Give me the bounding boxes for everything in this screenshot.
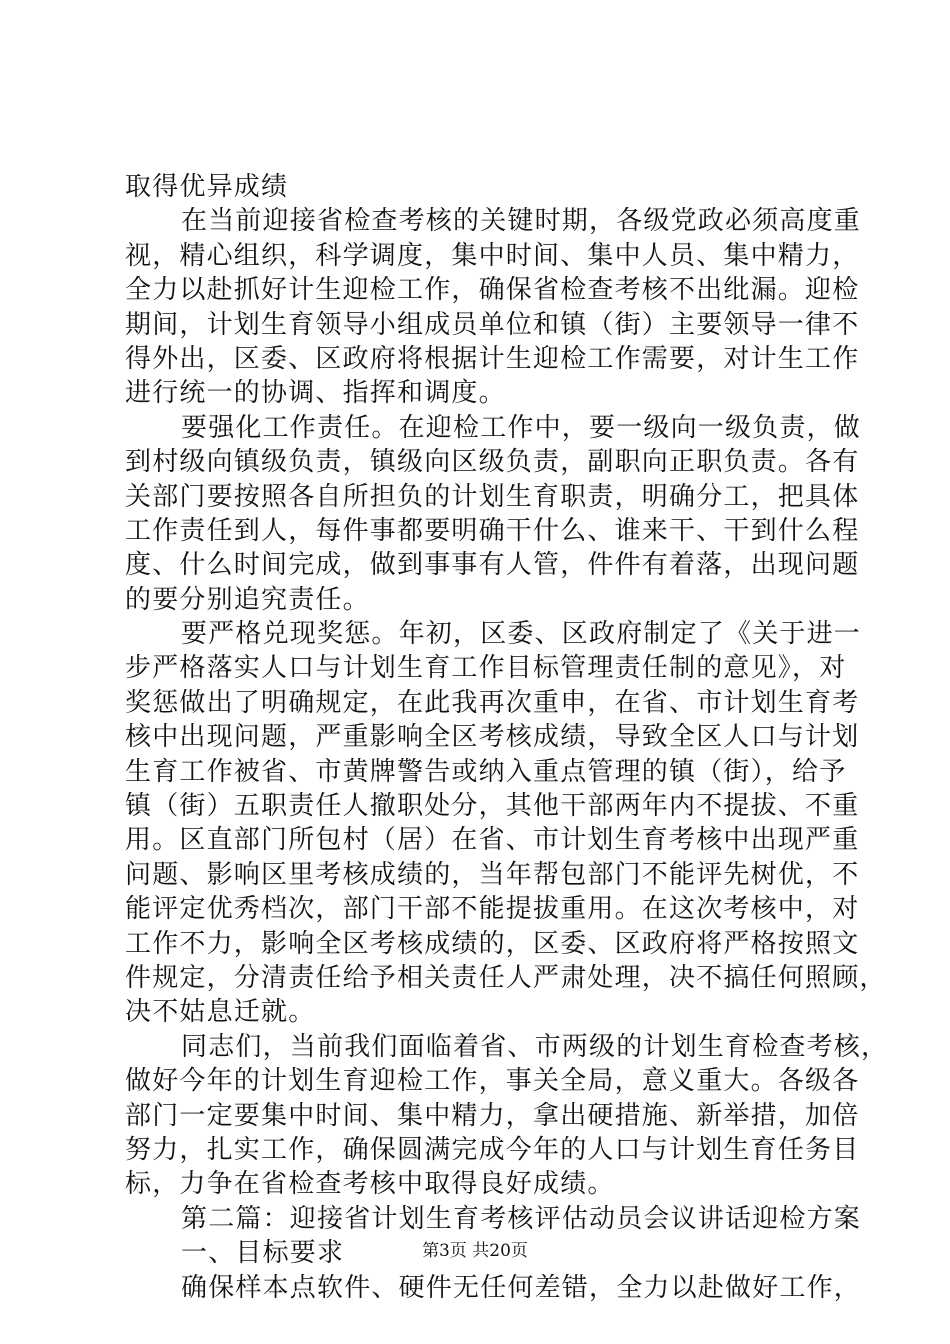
document-body (125, 170, 889, 1305)
text-line: 全力以赴抓好计生迎检工作，确保省检查考核不出纰漏。迎检 (125, 275, 860, 306)
text-line: 确保样本点软件、硬件无任何差错，全力以赴做好工作， (181, 1272, 862, 1303)
text-line: 用。区直部门所包村（居）在省、市计划生育考核中出现严重 (125, 825, 860, 856)
text-line: 决不姑息迁就。 (125, 997, 316, 1028)
text-line: 努力，扎实工作，确保圆满完成今年的人口与计划生育任务目 (125, 1134, 860, 1165)
text-line: 在当前迎接省检查考核的关键时期，各级党政必须高度重 (181, 206, 862, 237)
text-line: 件规定，分清责任给予相关责任人严肃处理，决不搞任何照顾， (125, 962, 887, 993)
text-line: 到村级向镇级负责，镇级向区级负责，副职向正职负责。各有 (125, 447, 860, 478)
text-line: 核中出现问题，严重影响全区考核成绩，导致全区人口与计划 (125, 722, 860, 753)
text-line: 问题、影响区里考核成绩的，当年帮包部门不能评先树优，不 (125, 859, 860, 890)
text-line: 奖惩做出了明确规定，在此我再次重申，在省、市计划生育考 (125, 687, 860, 718)
text-line: 工作不力，影响全区考核成绩的，区委、区政府将严格按照文 (125, 928, 860, 959)
text-line: 得外出，区委、区政府将根据计生迎检工作需要，对计生工作 (125, 343, 860, 374)
text-line: 同志们，当前我们面临着省、市两级的计划生育检查考核， (181, 1031, 889, 1062)
text-line: 关部门要按照各自所担负的计划生育职责，明确分工，把具体 (125, 481, 860, 512)
text-line: 生育工作被省、市黄牌警告或纳入重点管理的镇（街），给予 (125, 756, 847, 787)
text-line: 取得优异成绩 (125, 172, 289, 202)
text-line: 要严格兑现奖惩。年初，区委、区政府制定了《关于进一 (181, 619, 862, 650)
text-line: 度、什么时间完成，做到事事有人管，件件有着落，出现问题 (125, 550, 860, 581)
text-line: 步严格落实人口与计划生育工作目标管理责任制的意见》，对 (125, 653, 847, 684)
text-line: 镇（街）五职责任人撤职处分，其他干部两年内不提拔、不重 (125, 791, 860, 822)
text-line: 做好今年的计划生育迎检工作，事关全局，意义重大。各级各 (125, 1066, 860, 1097)
page-footer: 第3页 共20页 (422, 1241, 528, 1261)
text-line: 要强化工作责任。在迎检工作中，要一级向一级负责，做 (181, 412, 862, 443)
text-line: 工作责任到人，每件事都要明确干什么、谁来干、干到什么程 (125, 515, 860, 546)
text-line: 部门一定要集中时间、集中精力，拿出硬措施、新举措，加倍 (125, 1100, 860, 1131)
text-line: 一、目标要求 (181, 1238, 345, 1269)
text-line: 的要分别追究责任。 (125, 584, 370, 615)
text-line: 进行统一的协调、指挥和调度。 (125, 378, 506, 409)
text-line: 能评定优秀档次，部门干部不能提拔重用。在这次考核中，对 (125, 894, 860, 925)
text-line: 期间，计划生育领导小组成员单位和镇（街）主要领导一律不 (125, 309, 860, 340)
text-line: 标，力争在省检查考核中取得良好成绩。 (125, 1169, 615, 1200)
text-line: 第二篇：迎接省计划生育考核评估动员会议讲话迎检方案 (181, 1203, 862, 1234)
text-line: 视，精心组织，科学调度，集中时间、集中人员、集中精力， (125, 240, 860, 271)
